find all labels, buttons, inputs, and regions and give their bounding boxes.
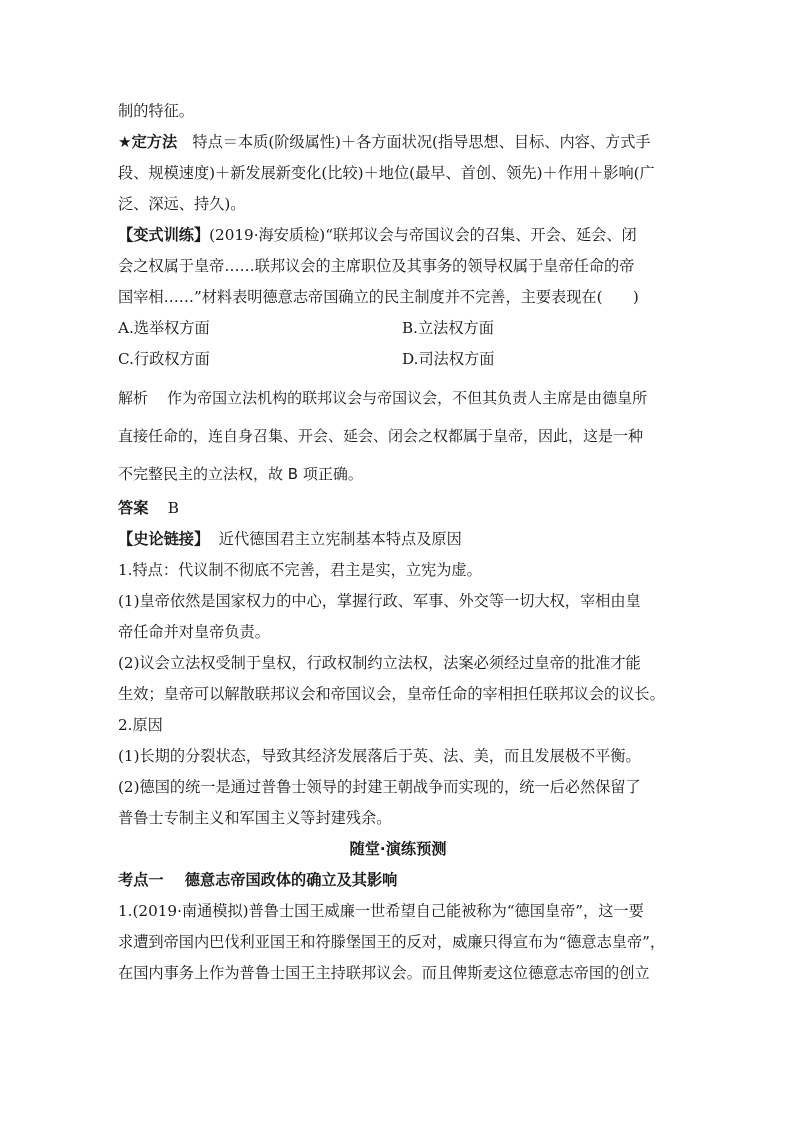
answer-label: 答案 bbox=[118, 499, 149, 517]
text-fragment: 制的特征。 bbox=[118, 102, 194, 120]
text-fragment: 1.(2019·南通模拟)普鲁士国王威廉一世希望自己能被称为“德国皇帝”，这一要 bbox=[118, 902, 644, 920]
method-text: 特点＝本质(阶级属性)＋各方面状况(指导思想、目标、内容、方式手 bbox=[177, 133, 651, 151]
exam-point-title: 德意志帝国政体的确立及其影响 bbox=[184, 871, 398, 889]
analysis-label: 解析 bbox=[118, 389, 149, 407]
text-fragment: 泛、深远、持久)。 bbox=[118, 195, 246, 213]
section-title bbox=[118, 834, 678, 865]
text-line bbox=[118, 679, 678, 710]
text-fragment: (1)长期的分裂状态，导致其经济发展落后于英、法、美，而且发展极不平衡。 bbox=[118, 747, 641, 765]
analysis-text: 作为帝国立法机构的联邦议会与帝国议会，不但其负责人主席是由德皇所 bbox=[167, 389, 648, 407]
text-line bbox=[118, 772, 678, 803]
text-line bbox=[118, 586, 678, 617]
method-line bbox=[118, 127, 678, 158]
text-fragment: 帝任命并对皇帝负责。 bbox=[118, 623, 270, 641]
analysis-text: 不完整民主的立法权，故 B 项正确。 bbox=[118, 465, 363, 483]
text-fragment: 段、规模速度)＋新发展新变化(比较)＋地位(最早、首创、领先)＋作用＋影响(广 bbox=[118, 164, 655, 182]
text-fragment: 国宰相……”材料表明德意志帝国确立的民主制度并不完善，主要表现在( ) bbox=[118, 288, 639, 306]
option-c: C.行政权方面 bbox=[118, 350, 210, 368]
text-fragment: 会之权属于皇帝……联邦议会的主席职位及其事务的领导权属于皇帝任命的帝 bbox=[118, 257, 635, 275]
variant-training-text: (2019·海安质检)“联邦议会与帝国议会的召集、开会、延会、闭 bbox=[209, 226, 637, 244]
option-b: B.立法权方面 bbox=[402, 319, 494, 337]
options-row-1 bbox=[118, 313, 678, 344]
text-line bbox=[118, 158, 678, 189]
text-fragment: 求遭到帝国内巴伐利亚国王和符滕堡国王的反对，威廉只得宣布为“德意志皇帝”， bbox=[118, 933, 666, 951]
text-fragment: (1)皇帝依然是国家权力的中心，掌握行政、军事、外交等一切大权，宰相由皇 bbox=[118, 592, 641, 610]
method-label: ★定方法 bbox=[118, 133, 178, 151]
text-line bbox=[118, 282, 678, 313]
variant-training-label: 【变式训练】 bbox=[118, 226, 210, 244]
text-line bbox=[118, 803, 678, 834]
analysis-line-2 bbox=[118, 417, 678, 455]
text-fragment: 生效；皇帝可以解散联邦议会和帝国议会，皇帝任命的宰相担任联邦议会的议长。 bbox=[118, 685, 665, 703]
exam-point-label: 考点一 bbox=[118, 871, 164, 889]
text-line bbox=[118, 96, 678, 127]
text-fragment: (2)议会立法权受制于皇权，行政权制约立法权，法案必须经过皇帝的批准才能 bbox=[118, 654, 641, 672]
text-line bbox=[118, 648, 678, 679]
text-line bbox=[118, 710, 678, 741]
question-line bbox=[118, 927, 678, 958]
text-line bbox=[118, 251, 678, 282]
text-fragment: 在国内事务上作为普鲁士国王主持联邦议会。而且俾斯麦这位德意志帝国的创立 bbox=[118, 964, 650, 982]
answer-value: B bbox=[167, 499, 179, 517]
analysis-line-3 bbox=[118, 455, 678, 493]
text-line bbox=[118, 555, 678, 586]
text-line bbox=[118, 741, 678, 772]
option-d: D.司法权方面 bbox=[402, 350, 495, 368]
text-fragment: 2.原因 bbox=[118, 716, 163, 734]
exam-point-heading bbox=[118, 865, 678, 896]
history-link-title: 近代德国君主立宪制基本特点及原因 bbox=[218, 530, 462, 548]
text-fragment: (2)德国的统一是通过普鲁士领导的封建王朝战争而实现的，统一后必然保留了 bbox=[118, 778, 641, 796]
option-a: A.选举权方面 bbox=[118, 319, 210, 337]
options-row-2 bbox=[118, 344, 678, 375]
variant-training-line bbox=[118, 220, 678, 251]
analysis-text: 直接任命的，连自身召集、开会、延会、闭会之权都属于皇帝，因此，这是一种 bbox=[118, 427, 644, 445]
section-title-text: 随堂·演练预测 bbox=[349, 840, 447, 858]
answer-line bbox=[118, 493, 678, 524]
document-page bbox=[118, 96, 678, 989]
history-link-label: 【史论链接】 bbox=[118, 530, 210, 548]
history-link-heading bbox=[118, 524, 678, 555]
text-fragment: 普鲁士专制主义和军国主义等封建残余。 bbox=[118, 809, 392, 827]
question-line bbox=[118, 896, 678, 927]
text-fragment: 1.特点：代议制不彻底不完善，君主是实，立宪为虚。 bbox=[118, 561, 482, 579]
text-line bbox=[118, 617, 678, 648]
text-line bbox=[118, 189, 678, 220]
analysis-line-1 bbox=[118, 379, 678, 417]
question-line bbox=[118, 958, 678, 989]
